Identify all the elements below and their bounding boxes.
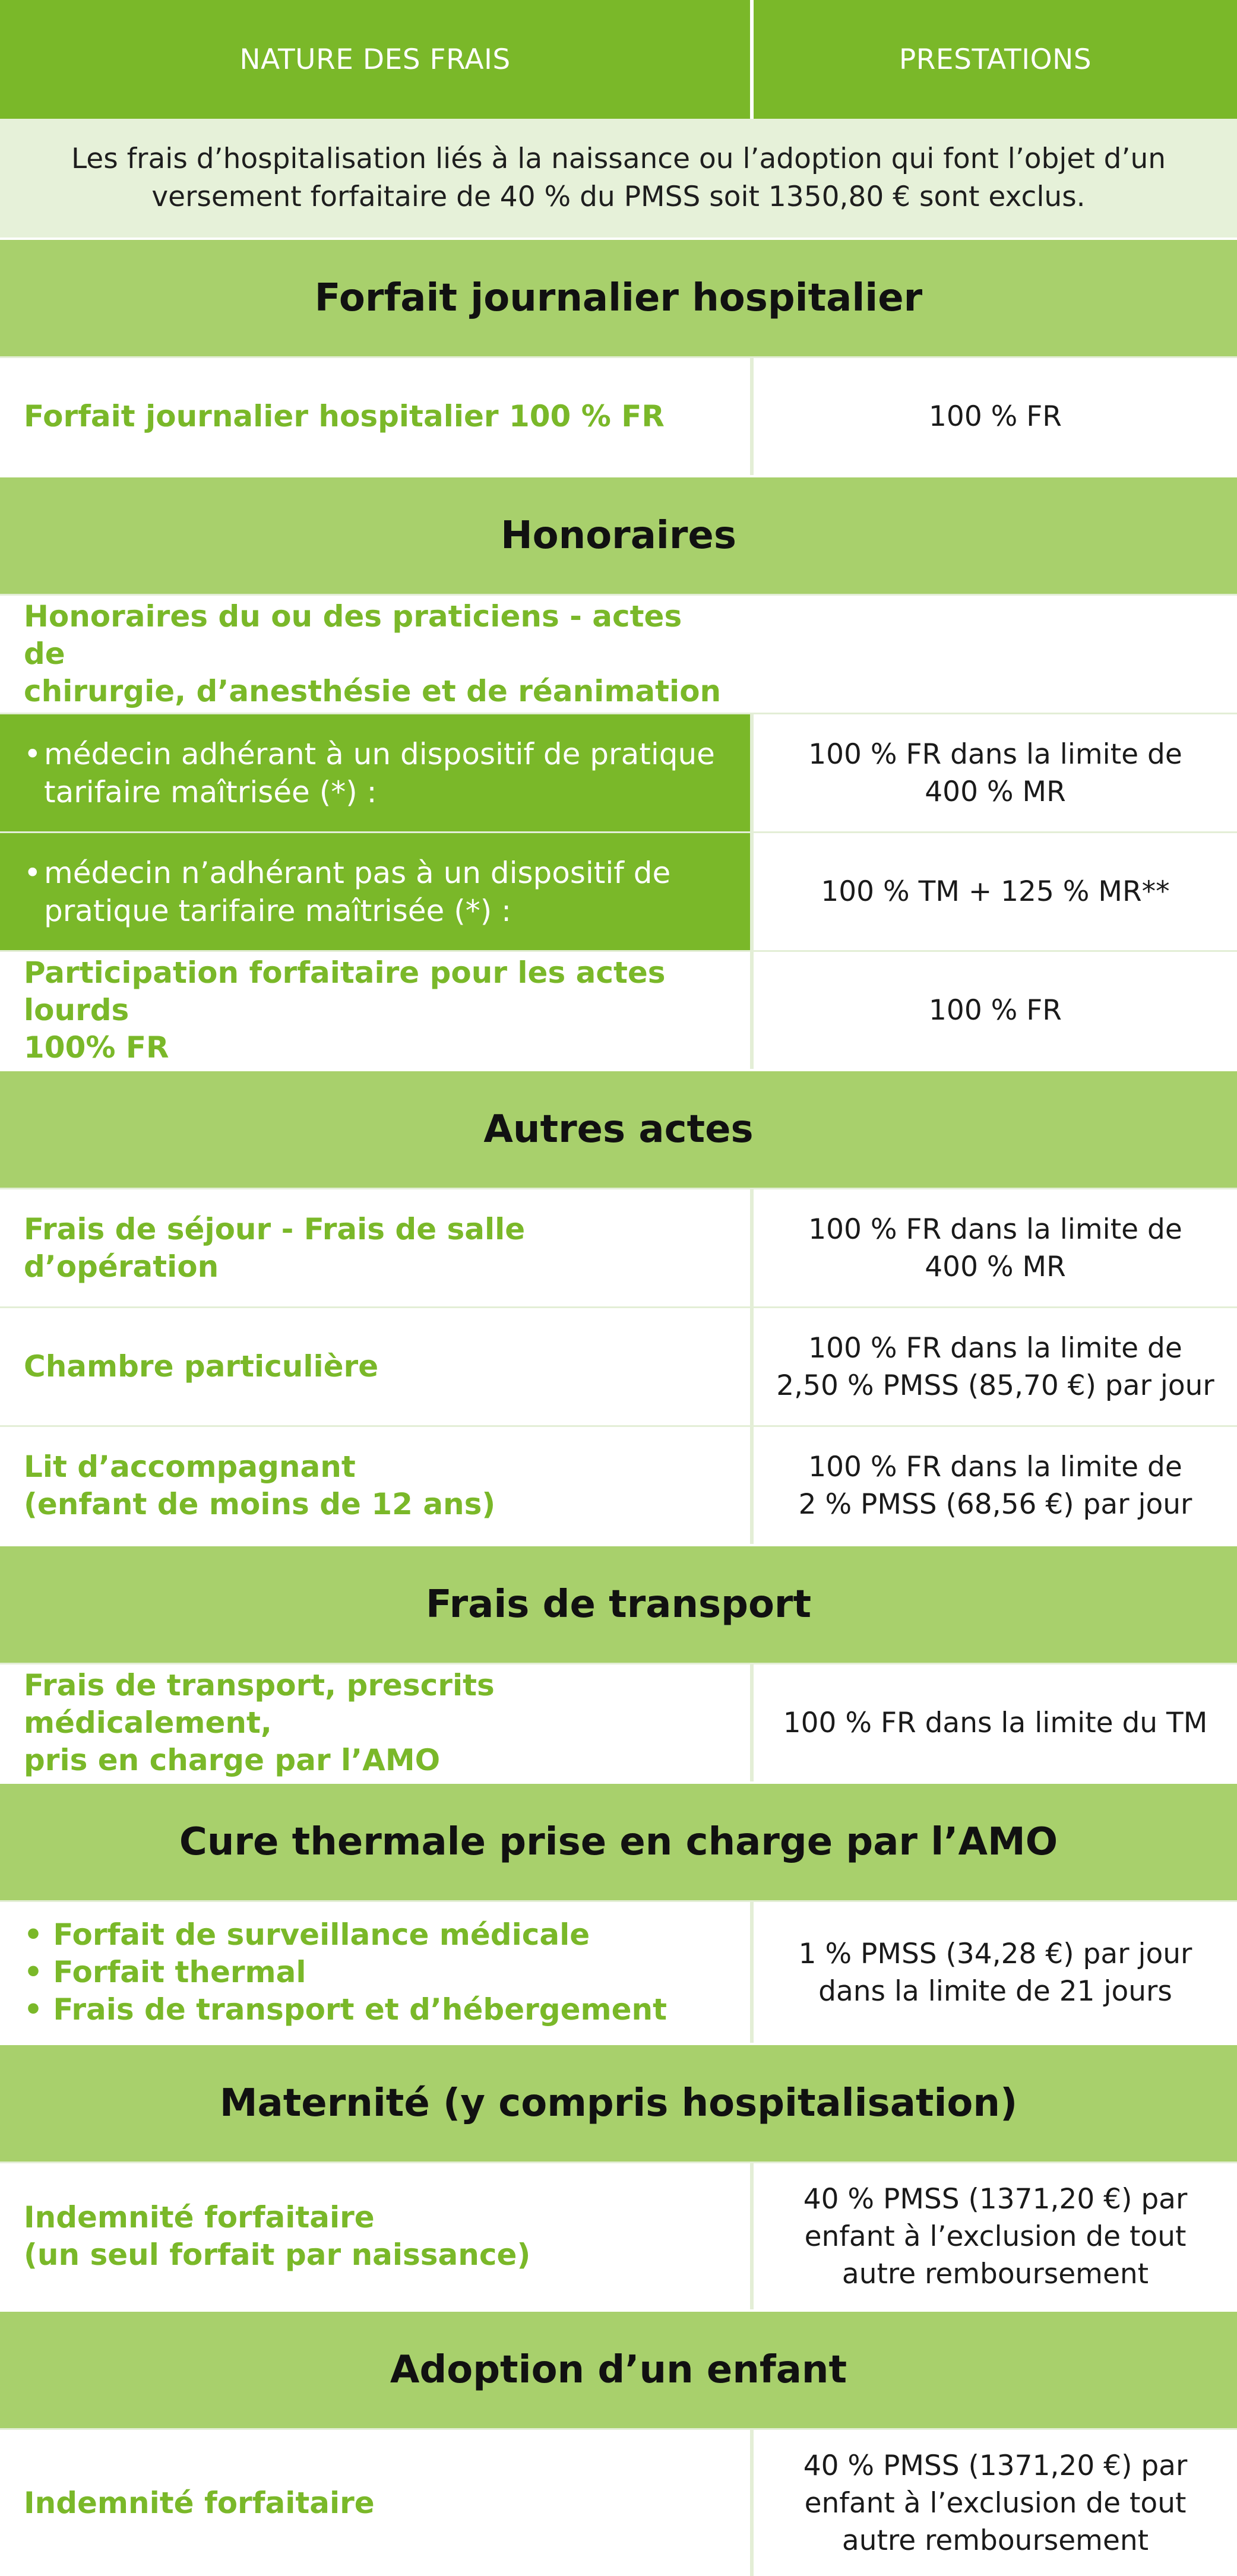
row-label-line-2: (enfant de moins de 12 ans) (24, 1486, 496, 1521)
row-value-line-1: 100 % FR dans la limite de (808, 1331, 1182, 1365)
section-cure-thermale (0, 1781, 1237, 1900)
row-label-line-1: Indemnité forfaitaire (24, 2200, 375, 2235)
row-label-line-1: Honoraires du ou des praticiens - actes de (24, 599, 682, 671)
row-value-line-2: enfant à l’exclusion de tout (804, 2220, 1187, 2253)
row-value: 100 % FR (929, 994, 1062, 1027)
row-value-line-2: 400 % MR (925, 1250, 1066, 1283)
row-value-line-2: enfant à l’exclusion de tout (804, 2486, 1187, 2520)
list-item: • Forfait thermal (24, 1955, 306, 1989)
row-value: 100 % FR (929, 400, 1062, 433)
row-value: 100 % FR dans la limite du TM (783, 1707, 1208, 1739)
row-value-line-1: 40 % PMSS (1371,20 €) par (803, 2182, 1188, 2216)
table-row (0, 1663, 1237, 1781)
section-title: Forfait journalier hospitalier (314, 276, 923, 320)
row-label: Frais de séjour - Frais de salle d’opération (24, 1211, 526, 1284)
table-row (0, 950, 1237, 1069)
section-title: Cure thermale prise en charge par l’AMO (179, 1820, 1058, 1864)
exclusion-note (0, 119, 1237, 238)
list-item: • Forfait de surveillance médicale (24, 1917, 590, 1952)
section-title: Autres actes (483, 1107, 754, 1151)
table-row (0, 2162, 1237, 2309)
row-value-line-1: 100 % FR dans la limite de (808, 1213, 1182, 1246)
table-row (0, 356, 1237, 475)
row-value-line-2: 400 % MR (925, 775, 1066, 808)
row-value-line-1: 100 % FR dans la limite de (808, 738, 1182, 771)
table-row (0, 1188, 1237, 1306)
row-label-line-1: Participation forfaitaire pour les actes lourds (24, 955, 666, 1027)
section-frais-transport (0, 1544, 1237, 1663)
section-honoraires (0, 475, 1237, 594)
row-label-line-2: chirurgie, d’anesthésie et de réanimation (24, 674, 722, 708)
row-label-line-1: Lit d’accompagnant (24, 1449, 356, 1484)
header-nature: NATURE DES FRAIS (239, 43, 511, 76)
section-title: Honoraires (501, 514, 736, 558)
section-title: Maternité (y compris hospitalisation) (219, 2081, 1018, 2125)
header-prestations: PRESTATIONS (899, 43, 1092, 76)
note-line-2: versement forfaitaire de 40 % du PMSS soit 1350,80 € sont exclus. (151, 181, 1086, 213)
row-label-line-2: tarifaire maîtrisée (*) : (44, 774, 377, 809)
row-value-line-2: dans la limite de 21 jours (818, 1974, 1172, 2008)
row-label-line-1: médecin adhérant à un dispositif de pratique (44, 736, 715, 771)
row-value: 100 % TM + 125 % MR** (821, 875, 1170, 908)
section-forfait-journalier (0, 238, 1237, 356)
table-row (0, 594, 1237, 713)
row-value-line-3: autre remboursement (841, 2257, 1149, 2290)
row-value-line-2: 2,50 % PMSS (85,70 €) par jour (776, 1369, 1214, 1402)
row-label-line-2: (un seul forfait par naissance) (24, 2238, 531, 2272)
table-row (0, 1900, 1237, 2043)
row-value-line-2: 2 % PMSS (68,56 €) par jour (798, 1488, 1192, 1521)
section-title: Frais de transport (425, 1583, 812, 1626)
bullet-icon: • (24, 855, 42, 890)
table-row (0, 831, 1237, 950)
row-label: Forfait journalier hospitalier 100 % FR (24, 399, 665, 433)
row-label-line-1: médecin n’adhérant pas à un dispositif de (44, 855, 671, 890)
row-value-line-1: 40 % PMSS (1371,20 €) par (803, 2449, 1188, 2482)
table-row (0, 2428, 1237, 2576)
section-autres-actes (0, 1069, 1237, 1188)
row-value-line-1: 1 % PMSS (34,28 €) par jour (798, 1937, 1192, 1970)
row-label: Chambre particulière (24, 1349, 379, 1384)
table-row (0, 713, 1237, 831)
row-value-line-1: 100 % FR dans la limite de (808, 1450, 1182, 1483)
row-label: Indemnité forfaitaire (24, 2485, 375, 2520)
table-header (0, 0, 1237, 119)
row-label-line-2: pratique tarifaire maîtrisée (*) : (44, 893, 511, 928)
table-row (0, 1425, 1237, 1544)
section-maternite (0, 2043, 1237, 2162)
note-line-1: Les frais d’hospitalisation liés à la naissance ou l’adoption qui font l’objet d’un (71, 143, 1166, 175)
row-label-line-2: pris en charge par l’AMO (24, 1743, 441, 1777)
list-item: • Frais de transport et d’hébergement (24, 1992, 667, 2027)
section-adoption (0, 2309, 1237, 2428)
row-value-line-3: autre remboursement (841, 2524, 1149, 2557)
row-label-line-2: 100% FR (24, 1030, 169, 1065)
table-row (0, 1306, 1237, 1425)
row-label-line-1: Frais de transport, prescrits médicalement, (24, 1668, 495, 1740)
section-title: Adoption d’un enfant (390, 2348, 847, 2392)
bullet-icon: • (24, 736, 42, 771)
